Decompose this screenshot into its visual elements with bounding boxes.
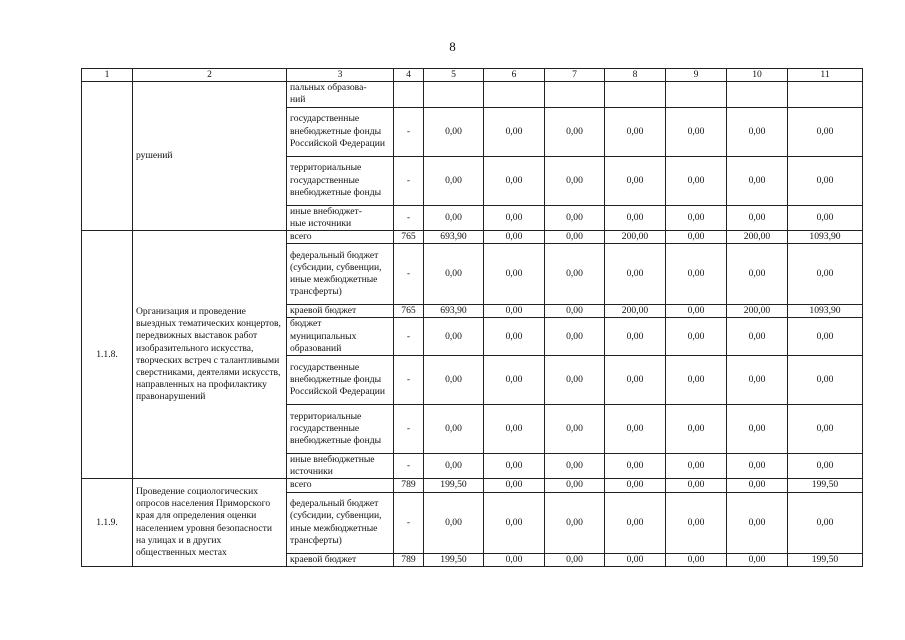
amount-cell: 199,50 (424, 479, 484, 492)
amount-cell (484, 82, 545, 107)
amount-cell: 200,00 (727, 305, 788, 318)
funding-source-cell: краевой бюджет (287, 553, 394, 566)
funding-source-cell: пальных образова- ний (287, 82, 394, 107)
amount-cell: 0,00 (788, 318, 863, 356)
amount-cell: 0,00 (666, 318, 727, 356)
budget-table (81, 68, 863, 567)
item-code-cell: 1.1.8. (82, 231, 133, 479)
code-cell: - (394, 356, 424, 405)
amount-cell: 0,00 (666, 156, 727, 205)
amount-cell: 0,00 (605, 454, 666, 479)
amount-cell: 0,00 (424, 205, 484, 230)
amount-cell: 0,00 (666, 553, 727, 566)
funding-source-cell: государственные внебюджетные фонды Российской Федерации (287, 356, 394, 405)
item-code-cell (82, 82, 133, 231)
item-name-cell: Организация и проведение выездных тематических концертов, передвижных выставок работ изобразительного искусства, творческих встреч с талантливыми сверстниками, деятелями искусств, направленных на профилактику правонарушений (133, 231, 287, 479)
amount-cell: 0,00 (727, 318, 788, 356)
amount-cell: 0,00 (484, 156, 545, 205)
amount-cell: 0,00 (484, 318, 545, 356)
amount-cell: 0,00 (484, 205, 545, 230)
funding-source-cell: иные внебюджет- ные источники (287, 205, 394, 230)
amount-cell: 0,00 (788, 356, 863, 405)
amount-cell: 199,50 (424, 553, 484, 566)
amount-cell: 0,00 (484, 492, 545, 553)
code-cell: - (394, 318, 424, 356)
column-header: 11 (788, 69, 863, 82)
amount-cell: 0,00 (545, 405, 605, 454)
amount-cell: 0,00 (727, 244, 788, 305)
amount-cell: 0,00 (545, 356, 605, 405)
funding-source-cell: федеральный бюджет (субсидии, субвенции, иные межбюджетные трансферты) (287, 492, 394, 553)
amount-cell: 0,00 (424, 356, 484, 405)
amount-cell: 0,00 (424, 318, 484, 356)
amount-cell: 0,00 (666, 244, 727, 305)
amount-cell (727, 82, 788, 107)
column-number-row (82, 69, 863, 82)
amount-cell: 0,00 (484, 231, 545, 244)
funding-source-cell: иные внебюджетные источники (287, 454, 394, 479)
amount-cell: 0,00 (788, 244, 863, 305)
column-header: 1 (82, 69, 133, 82)
column-header: 7 (545, 69, 605, 82)
amount-cell (545, 82, 605, 107)
amount-cell: 0,00 (484, 107, 545, 156)
column-header: 2 (133, 69, 287, 82)
amount-cell: 693,90 (424, 231, 484, 244)
amount-cell: 0,00 (545, 492, 605, 553)
amount-cell: 0,00 (727, 107, 788, 156)
funding-source-cell: государственные внебюджетные фонды Российской Федерации (287, 107, 394, 156)
code-cell: - (394, 107, 424, 156)
column-header: 8 (605, 69, 666, 82)
amount-cell: 0,00 (545, 156, 605, 205)
amount-cell (605, 82, 666, 107)
amount-cell: 0,00 (424, 107, 484, 156)
amount-cell: 0,00 (605, 205, 666, 230)
amount-cell: 0,00 (666, 231, 727, 244)
amount-cell: 0,00 (788, 107, 863, 156)
amount-cell (788, 82, 863, 107)
code-cell: 789 (394, 553, 424, 566)
amount-cell: 200,00 (605, 305, 666, 318)
amount-cell: 200,00 (605, 231, 666, 244)
amount-cell (424, 82, 484, 107)
amount-cell: 0,00 (605, 492, 666, 553)
code-cell: 765 (394, 305, 424, 318)
code-cell: 765 (394, 231, 424, 244)
code-cell: - (394, 492, 424, 553)
column-header: 6 (484, 69, 545, 82)
amount-cell: 0,00 (605, 318, 666, 356)
code-cell: - (394, 244, 424, 305)
amount-cell: 0,00 (545, 553, 605, 566)
amount-cell: 0,00 (788, 454, 863, 479)
amount-cell: 0,00 (666, 305, 727, 318)
amount-cell: 0,00 (666, 107, 727, 156)
amount-cell (666, 82, 727, 107)
amount-cell: 0,00 (605, 405, 666, 454)
column-header: 10 (727, 69, 788, 82)
amount-cell: 0,00 (545, 454, 605, 479)
amount-cell: 0,00 (545, 205, 605, 230)
amount-cell: 0,00 (424, 156, 484, 205)
item-name-cell: рушений (133, 82, 287, 231)
column-header: 9 (666, 69, 727, 82)
amount-cell: 0,00 (788, 156, 863, 205)
table-row (82, 82, 863, 107)
amount-cell: 1093,90 (788, 231, 863, 244)
amount-cell: 693,90 (424, 305, 484, 318)
amount-cell: 0,00 (545, 244, 605, 305)
amount-cell: 0,00 (727, 356, 788, 405)
amount-cell: 199,50 (788, 553, 863, 566)
funding-source-cell: бюджет муниципальных образований (287, 318, 394, 356)
amount-cell: 0,00 (727, 492, 788, 553)
funding-source-cell: всего (287, 479, 394, 492)
amount-cell: 0,00 (484, 454, 545, 479)
table-row (82, 231, 863, 244)
amount-cell: 0,00 (545, 318, 605, 356)
amount-cell: 0,00 (545, 231, 605, 244)
amount-cell: 0,00 (727, 405, 788, 454)
amount-cell: 0,00 (424, 244, 484, 305)
amount-cell: 0,00 (727, 156, 788, 205)
amount-cell: 0,00 (545, 479, 605, 492)
amount-cell: 1093,90 (788, 305, 863, 318)
amount-cell: 0,00 (545, 305, 605, 318)
amount-cell: 0,00 (666, 492, 727, 553)
amount-cell: 0,00 (788, 205, 863, 230)
funding-source-cell: краевой бюджет (287, 305, 394, 318)
funding-source-cell: территориальные государственные внебюджетные фонды (287, 405, 394, 454)
amount-cell: 0,00 (666, 356, 727, 405)
code-cell: - (394, 405, 424, 454)
amount-cell: 0,00 (424, 405, 484, 454)
amount-cell: 0,00 (484, 305, 545, 318)
funding-source-cell: территориальные государственные внебюджетные фонды (287, 156, 394, 205)
column-header: 4 (394, 69, 424, 82)
amount-cell: 0,00 (484, 553, 545, 566)
amount-cell: 0,00 (484, 356, 545, 405)
amount-cell: 0,00 (484, 479, 545, 492)
item-code-cell: 1.1.9. (82, 479, 133, 566)
amount-cell: 0,00 (484, 405, 545, 454)
funding-source-cell: всего (287, 231, 394, 244)
amount-cell: 200,00 (727, 231, 788, 244)
code-cell: 789 (394, 479, 424, 492)
code-cell: - (394, 205, 424, 230)
amount-cell: 0,00 (666, 205, 727, 230)
amount-cell: 0,00 (666, 405, 727, 454)
amount-cell: 0,00 (545, 107, 605, 156)
item-name-cell: Проведение социологических опросов населения Приморского края для определения оценки населением уровня безопасности на улицах и в других общественных местах (133, 479, 287, 566)
amount-cell: 0,00 (605, 553, 666, 566)
amount-cell: 0,00 (605, 479, 666, 492)
column-header: 3 (287, 69, 394, 82)
amount-cell: 199,50 (788, 479, 863, 492)
amount-cell: 0,00 (605, 356, 666, 405)
amount-cell: 0,00 (605, 156, 666, 205)
amount-cell: 0,00 (605, 107, 666, 156)
code-cell: - (394, 454, 424, 479)
amount-cell: 0,00 (788, 492, 863, 553)
amount-cell: 0,00 (484, 244, 545, 305)
amount-cell: 0,00 (666, 479, 727, 492)
amount-cell: 0,00 (727, 553, 788, 566)
amount-cell: 0,00 (666, 454, 727, 479)
amount-cell: 0,00 (424, 454, 484, 479)
table-row (82, 479, 863, 492)
page-number: 8 (449, 39, 456, 54)
funding-source-cell: федеральный бюджет (субсидии, субвенции, иные межбюджетные трансферты) (287, 244, 394, 305)
code-cell (394, 82, 424, 107)
amount-cell: 0,00 (727, 454, 788, 479)
amount-cell: 0,00 (727, 479, 788, 492)
code-cell: - (394, 156, 424, 205)
column-header: 5 (424, 69, 484, 82)
amount-cell: 0,00 (727, 205, 788, 230)
amount-cell: 0,00 (605, 244, 666, 305)
amount-cell: 0,00 (424, 492, 484, 553)
amount-cell: 0,00 (788, 405, 863, 454)
